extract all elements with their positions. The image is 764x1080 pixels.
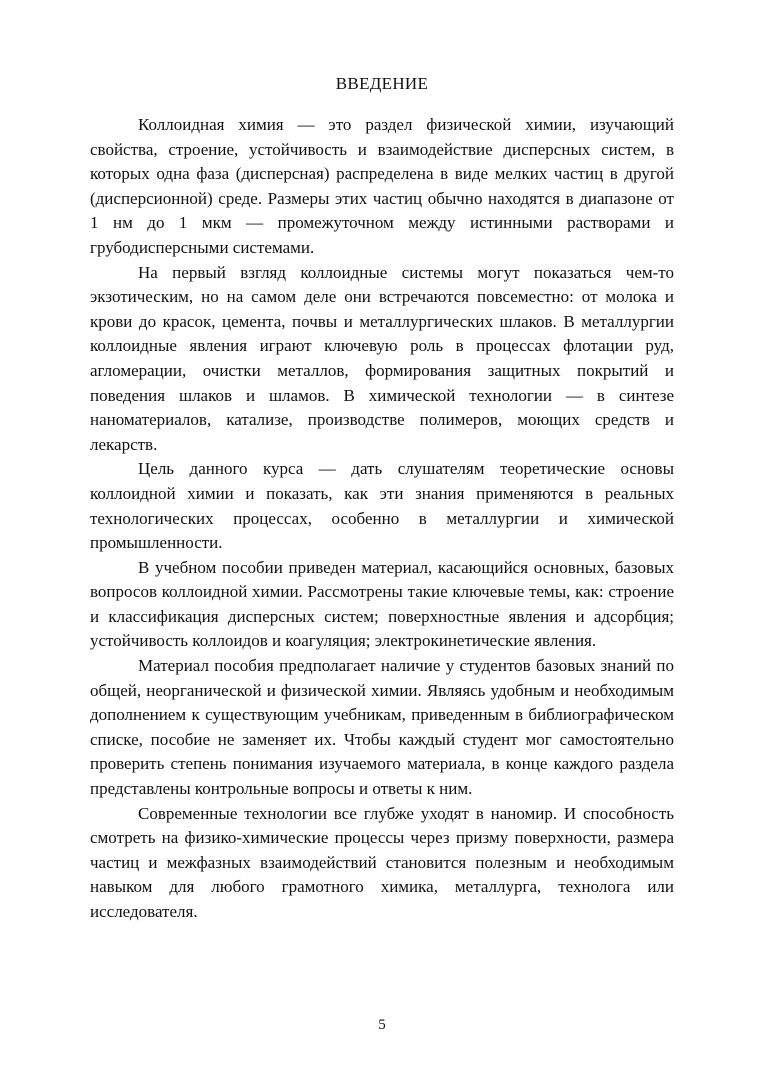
paragraph: Коллоидная химия — это раздел физической химии, изучающий свойства, строение, устойчивость и взаимодействие дисперсных систем, в которых одна фаза (дисперсная) распределена в виде мелких частиц в другой (дисперсионной) среде. Размеры этих частиц обычно находятся в диапазоне от 1 нм до 1 мкм — промежуточном между истинными растворами и грубодисперсными системами. xyxy=(90,115,674,257)
paragraph: На первый взгляд коллоидные системы могут показаться чем-то экзотическим, но на самом деле они встречаются повсеместно: от молока и крови до красок, цемента, почвы и металлургических шлаков. В металлургии коллоидные явления играют ключевую роль в процессах флотации руд, агломерации, очистки металлов, формирования защитных покрытий и поведения шлаков и шламов. В химической технологии — в синтезе наноматериалов, катализе, производстве полимеров, моющих средств и лекарств. xyxy=(90,262,674,454)
body-text xyxy=(90,113,674,925)
page-number: 5 xyxy=(378,1017,386,1033)
section-title: ВВЕДЕНИЕ xyxy=(335,74,429,93)
paragraph: В учебном пособии приведен материал, касающийся основных, базовых вопросов коллоидной химии. Рассмотрены такие ключевые темы, как: строение и классификация дисперсных систем; поверхностные явления и адсорбция; устойчивость коллоидов и коагуляция; электрокинетические явления. xyxy=(90,557,674,651)
paragraph: Материал пособия предполагает наличие у студентов базовых знаний по общей, неорганической и физической химии. Являясь удобным и необходимым дополнением к существующим учебникам, приведенным в библиографическом списке, пособие не заменяет их. Чтобы каждый студент мог самостоятельно проверить степень понимания изучаемого материала, в конце каждого раздела представлены контрольные вопросы и ответы к ним. xyxy=(90,656,674,799)
paragraph: Современные технологии все глубже уходят в наномир. И способность смотреть на физико-химические процессы через призму поверхности, размера частиц и межфазных взаимодействий становится полезным и необходимым навыком для любого грамотного химика, металлурга, технолога или исследователя. xyxy=(90,803,674,921)
paragraph: Цель данного курса — дать слушателям теоретические основы коллоидной химии и показать, как эти знания применяются в реальных технологических процессах, особенно в металлургии и химической промышленности. xyxy=(90,459,674,553)
